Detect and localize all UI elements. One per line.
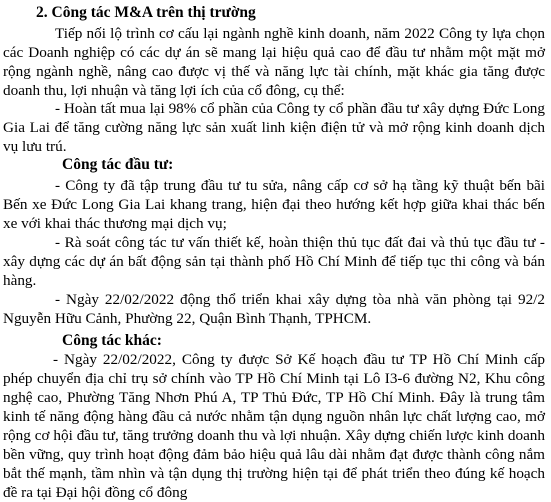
section-title: 2. Công tác M&A trên thị trường [36, 4, 256, 21]
acquisition-paragraph: - Hoàn tất mua lại 98% cổ phần của Công ty cổ phần đầu tư xây dựng Đức Long Gia Lai để tăng cường năng lực sản xuất linh kiện điện tử và mở rộng kinh doanh dịch vụ lưu trú. [3, 100, 545, 155]
investment-paragraph-1: - Công ty đã tập trung đầu tư tu sửa, nâng cấp cơ sở hạ tầng kỹ thuật bến bãi Bến xe Đức Long Gia Lai khang trang, hiện đại theo hướng kết hợp giữa khai thác bến xe với khai thác thương mại dịch vụ; [3, 177, 545, 232]
investment-paragraph-2: - Rà soát công tác tư vấn thiết kế, hoàn thiện thủ tục đất đai và thủ tục đầu tư - xây dựng các dự án bất động sản tại thành phố Hồ Chí Minh để tiếp tục thi công và bán hàng. [3, 234, 545, 289]
investment-heading: Công tác đầu tư: [62, 156, 174, 173]
investment-paragraph-3: - Ngày 22/02/2022 động thổ triển khai xây dựng tòa nhà văn phòng tại 92/2 Nguyễn Hữu Cảnh, Phường 22, Quận Bình Thạnh, TPHCM. [3, 291, 545, 327]
other-paragraph-1: - Ngày 22/02/2022, Công ty được Sở Kế hoạch đầu tư TP Hồ Chí Minh cấp phép chuyển địa chỉ trụ sở chính vào TP Hồ Chí Minh tại Lô I3-6 đường N2, Khu công nghệ cao, Phường Tăng Nhơn Phú A, TP Thủ Đức, TP Hồ Chí Minh. Đây là trung tâm kinh tế năng động hàng đầu cả nước nhằm tận dụng nguồn nhân lực chất lượng cao, mở rộng cơ hội đầu tư, tăng trưởng doanh thu và lợi nhuận. Xây dựng chiến lược kinh doanh bền vững, quy trình hoạt động đảm bảo hiệu quả lâu dài nhằm đạt được thành công nắm bắt thế mạnh, tầm nhìn và tận dụng thị trường hiện tại để phát triển theo đúng kế hoạch đề ra tại Đại hội đồng cổ đông [3, 351, 545, 501]
intro-paragraph: Tiếp nối lộ trình cơ cấu lại ngành nghề kinh doanh, năm 2022 Công ty lựa chọn các Doanh nghiệp có các dự án sẽ mang lại hiệu quả cao để đầu tư nhằm một mặt mở rộng ngành nghề, nâng cao được vị thế và năng lực tài chính, mặt khác gia tăng được doanh thu, lợi nhuận và tăng lợi ích của cổ đông, cụ thể: [3, 25, 545, 99]
other-heading: Công tác khác: [62, 332, 162, 349]
